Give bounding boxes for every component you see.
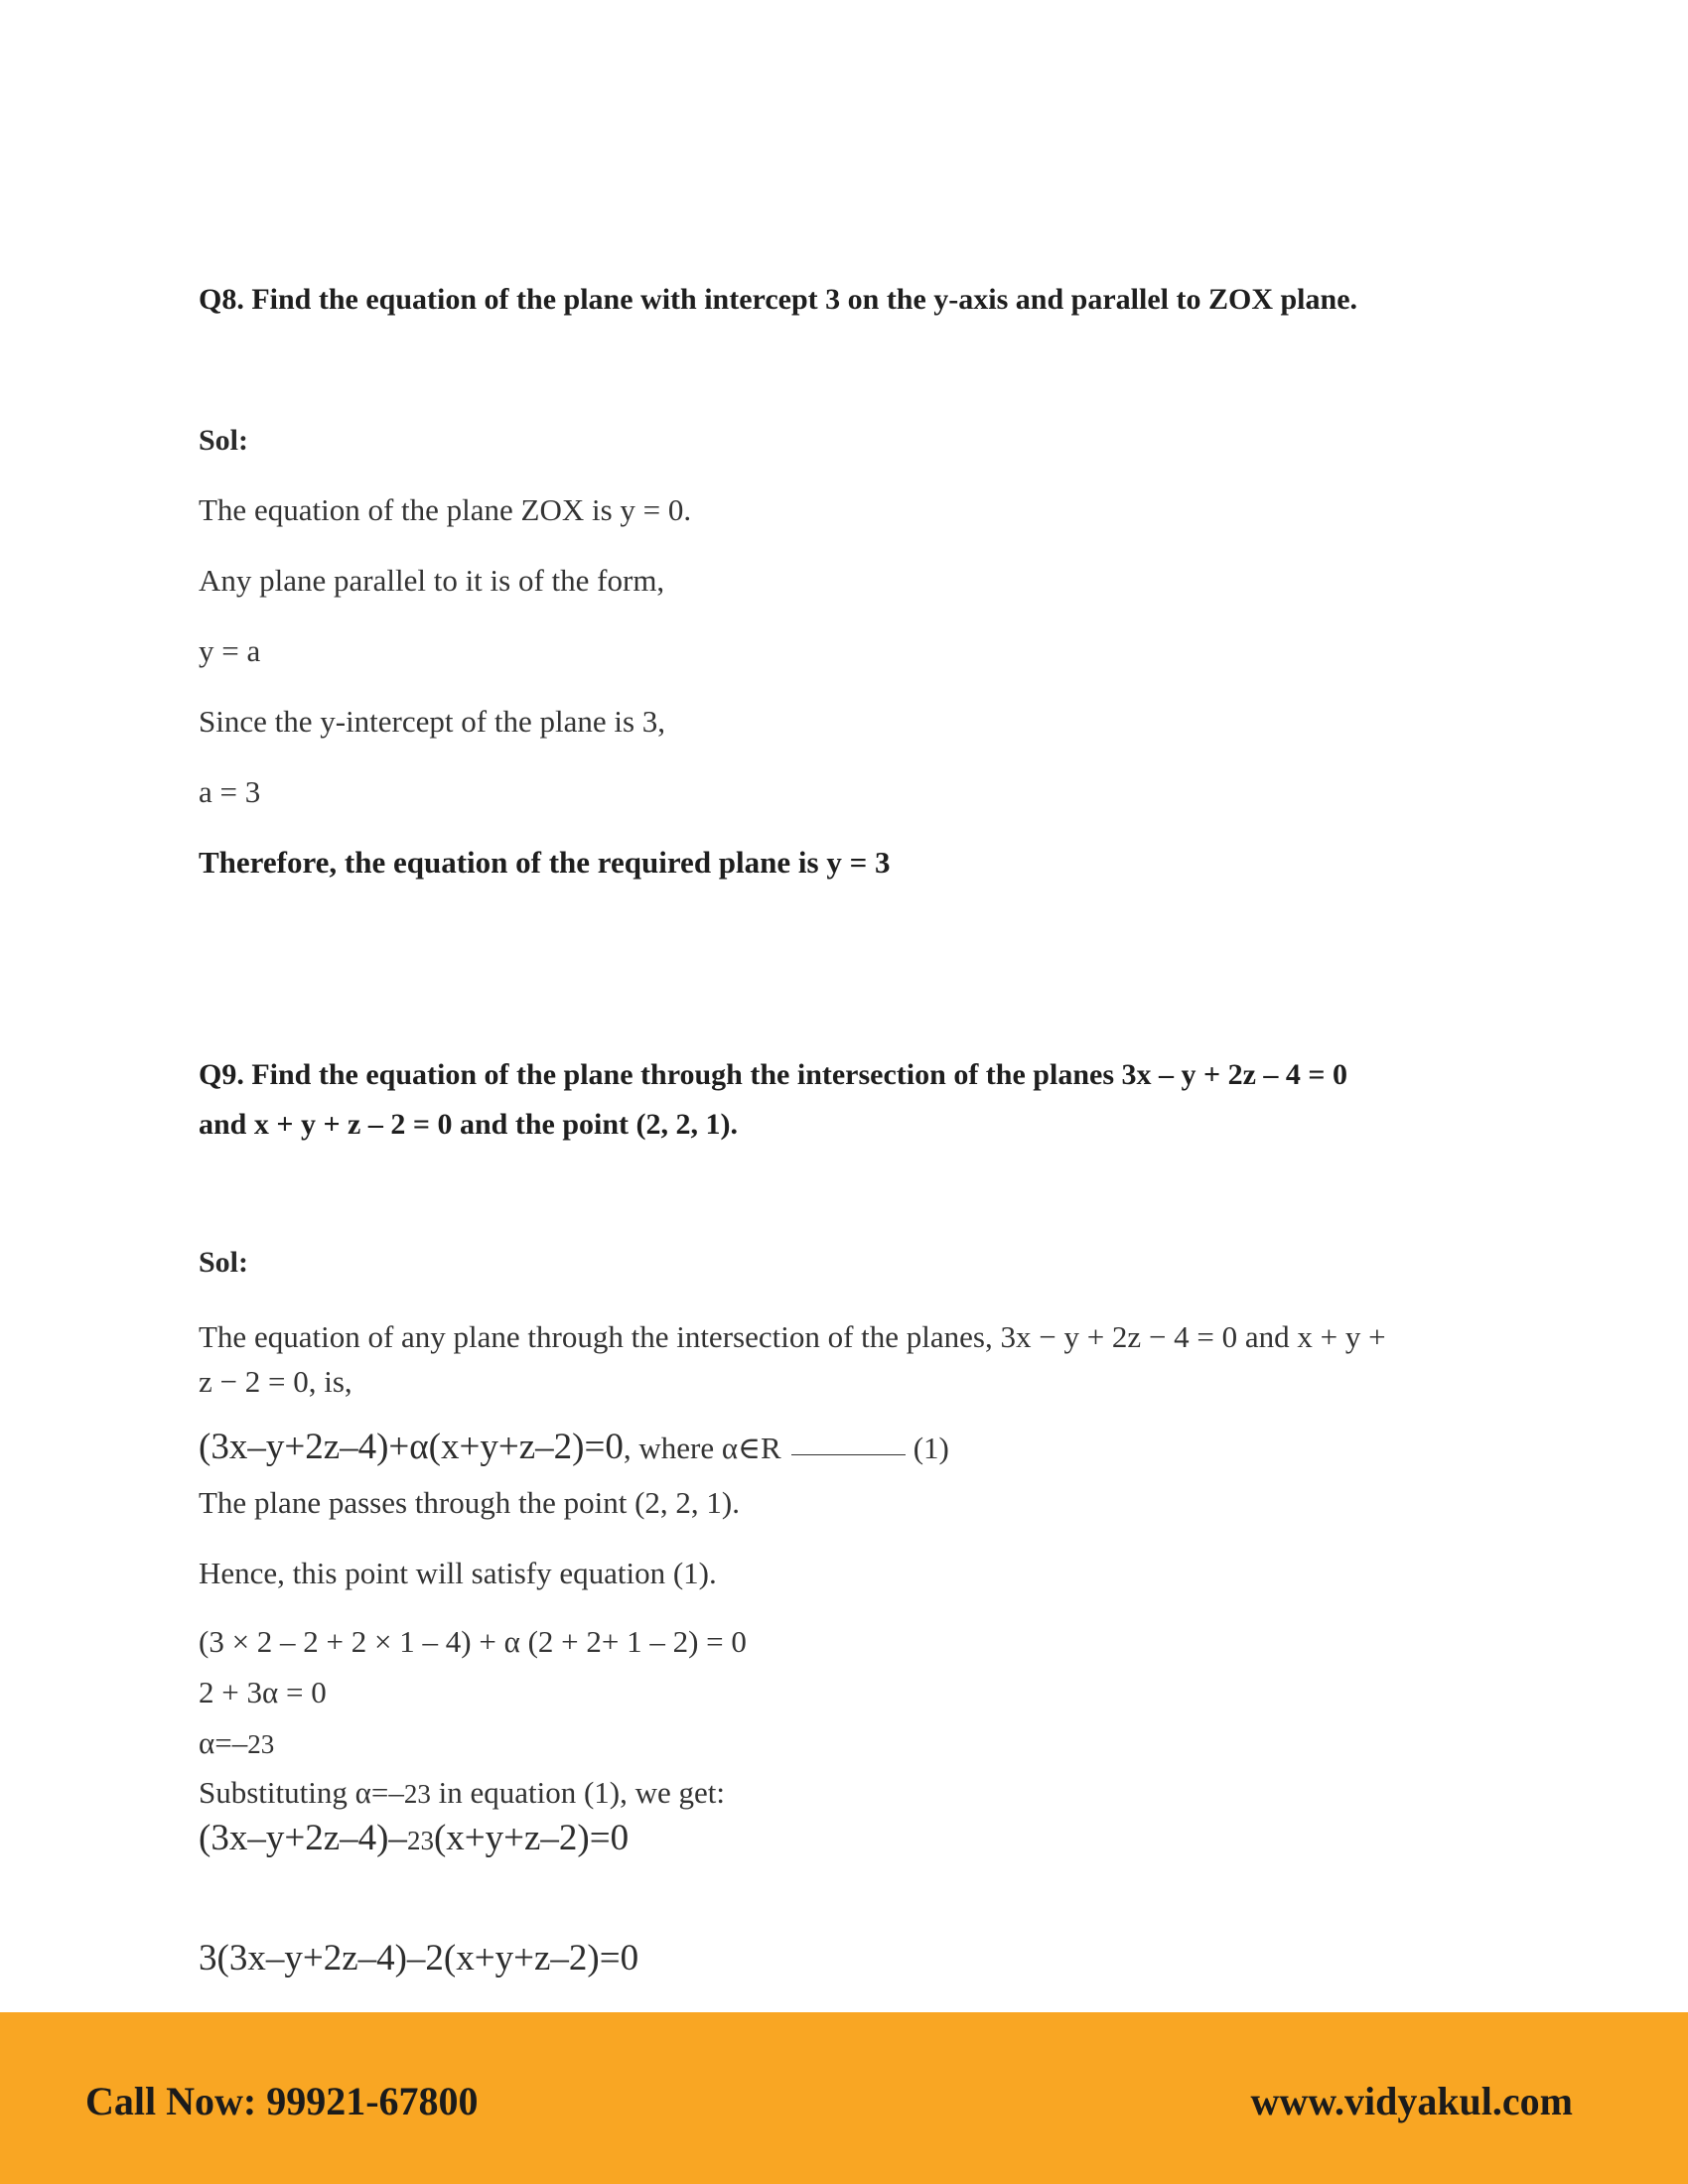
q9-subst-post: in equation (1), we get: [430,1775,725,1810]
q9-eq1-dash [791,1454,906,1455]
q9-eq1-where: , where α∈R [623,1431,781,1465]
q8-line-3: y = a [199,633,261,668]
q9-question [199,1050,1489,1150]
q9-question-line-2: and x + y + z – 2 = 0 and the point (2, 2, 1). [199,1108,739,1141]
q9-subst-pre: Substituting [199,1775,355,1810]
q9-substitution-2: 2 + 3α = 0 [199,1675,327,1709]
q9-eq2-part-a: (3x–y+2z–4)– [199,1818,407,1858]
q9-alpha-value [199,1723,1489,1764]
q9-equation-2 [199,1817,1489,1860]
q9-intro-line-1: The equation of any plane through the intersection of the planes, 3x − y + 2z − 4 = 0 and x + y + [199,1319,1386,1354]
q9-intro-line-2: z − 2 = 0, is, [199,1364,352,1399]
q9-intro [199,1314,1489,1404]
q8-line-4: Since the y-intercept of the plane is 3, [199,704,666,739]
q9-alpha-value-number: 23 [247,1729,275,1759]
q9-eq1-ref: (1) [913,1431,949,1465]
q9-eq1-main: (3x–y+2z–4)+α(x+y+z–2)=0 [199,1427,624,1467]
q9-question-line-1: Q9. Find the equation of the plane through the intersection of the planes 3x – y + 2z – 4 = 0 [199,1058,1347,1091]
q9-substituting-line [199,1773,1489,1814]
q9-hence: Hence, this point will satisfy equation (1). [199,1556,717,1590]
q9-substitution-1: (3 × 2 – 2 + 2 × 1 – 4) + α (2 + 2+ 1 – 2) = 0 [199,1624,747,1659]
q9-passes: The plane passes through the point (2, 2, 1). [199,1485,740,1520]
q9-alpha-value-symbol: α=– [199,1725,248,1760]
q8-sol-label: Sol: [199,424,249,457]
q9-subst-symbol: α=– [354,1775,404,1810]
q8-question: Q8. Find the equation of the plane with intercept 3 on the y-axis and parallel to ZOX plane. [199,283,1358,316]
website-link[interactable]: www.vidyakul.com [1250,2079,1573,2123]
q9-sol-label: Sol: [199,1246,249,1279]
q9-equation-3: 3(3x–y+2z–4)–2(x+y+z–2)=0 [199,1938,639,1979]
q8-conclusion: Therefore, the equation of the required plane is y = 3 [199,845,891,880]
q8-line-2: Any plane parallel to it is of the form, [199,563,665,598]
q8-line-1: The equation of the plane ZOX is y = 0. [199,492,692,527]
q8-line-5: a = 3 [199,774,261,809]
footer-banner [0,2012,1688,2184]
q9-equation-1 [199,1426,1489,1478]
q9-eq2-part-b: (x+y+z–2)=0 [433,1818,630,1858]
q9-eq2-number: 23 [406,1826,434,1855]
q9-subst-number: 23 [403,1779,431,1809]
call-now-text[interactable]: Call Now: 99921-67800 [85,2079,479,2123]
